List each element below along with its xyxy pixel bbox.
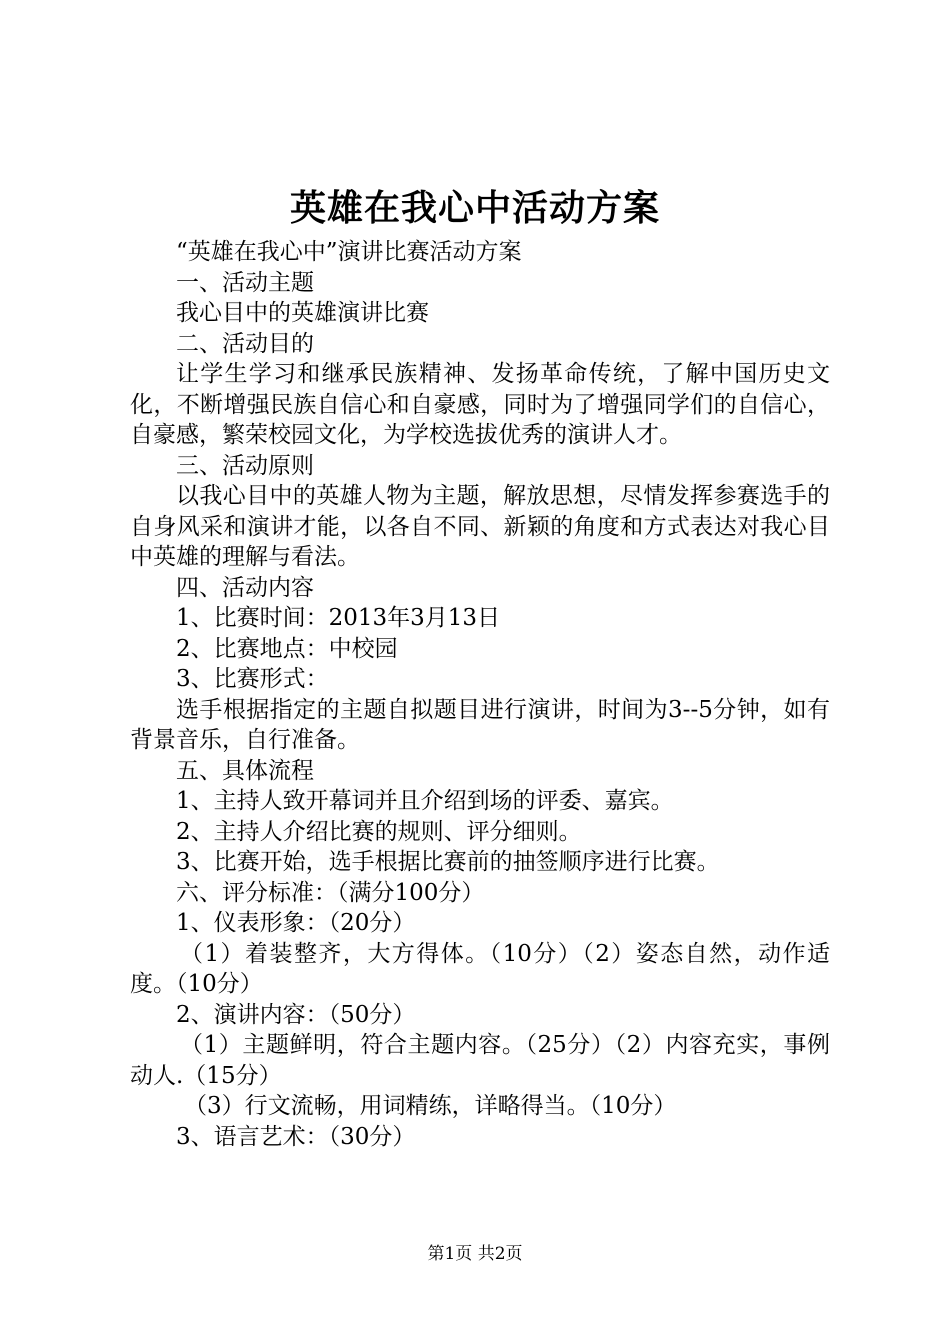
section-heading-content: 四、活动内容 [176,574,314,601]
paragraph-scoring-content-detail: （1）主题鲜明，符合主题内容。（25分）（2）内容充实，事例动人.（15分） [130,1032,830,1089]
paragraph-scoring-content-detail-3: （3）行文流畅，用词精练，详略得当。（10分） [184,1093,677,1119]
paragraph-scoring-appearance-detail: （1）着装整齐，大方得体。（10分）（2）姿态自然，动作适度。（10分） [130,940,830,997]
paragraph-subtitle: “英雄在我心中”演讲比赛活动方案 [176,239,522,265]
paragraph-location: 2、比赛地点：中校园 [176,635,398,662]
section-heading-theme: 一、活动主题 [176,269,314,296]
paragraph-scoring-appearance: 1、仪表形象：（20分） [176,910,416,936]
paragraph-purpose: 让学生学习和继承民族精神、发扬革命传统，了解中国历史文化，不断增强民族自信心和自豪感，同时为了增强同学们的自信心，自豪感，繁荣校园文化，为学校选拔优秀的演讲人才。 [130,361,830,448]
paragraph-scoring-language: 3、语言艺术：（30分） [176,1123,416,1150]
paragraph-theme: 我心目中的英雄演讲比赛 [176,300,429,326]
paragraph-principle: 以我心目中的英雄人物为主题，解放思想，尽情发挥参赛选手的自身风采和演讲才能，以各自不同、新颖的角度和方式表达对我心目中英雄的理解与看法。 [130,483,830,570]
document-body [130,237,830,1152]
section-heading-principle: 三、活动原则 [176,452,314,479]
paragraph-format-detail: 选手根据指定的主题自拟题目进行演讲，时间为3--5分钟，如有背景音乐，自行准备。 [130,696,830,753]
paragraph-process-2: 2、主持人介绍比赛的规则、评分细则。 [176,818,582,845]
section-heading-scoring: 六、评分标准：（满分100分） [176,879,485,906]
paragraph-process-3: 3、比赛开始，选手根据比赛前的抽签顺序进行比赛。 [176,849,720,875]
paragraph-scoring-content: 2、演讲内容：（50分） [176,1001,416,1028]
page-footer: 第1页 共2页 [427,1244,523,1264]
paragraph-time: 1、比赛时间：2013年3月13日 [176,605,501,631]
section-heading-process: 五、具体流程 [176,757,314,784]
paragraph-format: 3、比赛形式： [176,666,329,692]
section-heading-purpose: 二、活动目的 [176,330,314,357]
document-title: 英雄在我心中活动方案 [289,187,660,229]
paragraph-process-1: 1、主持人致开幕词并且介绍到场的评委、嘉宾。 [176,788,674,814]
